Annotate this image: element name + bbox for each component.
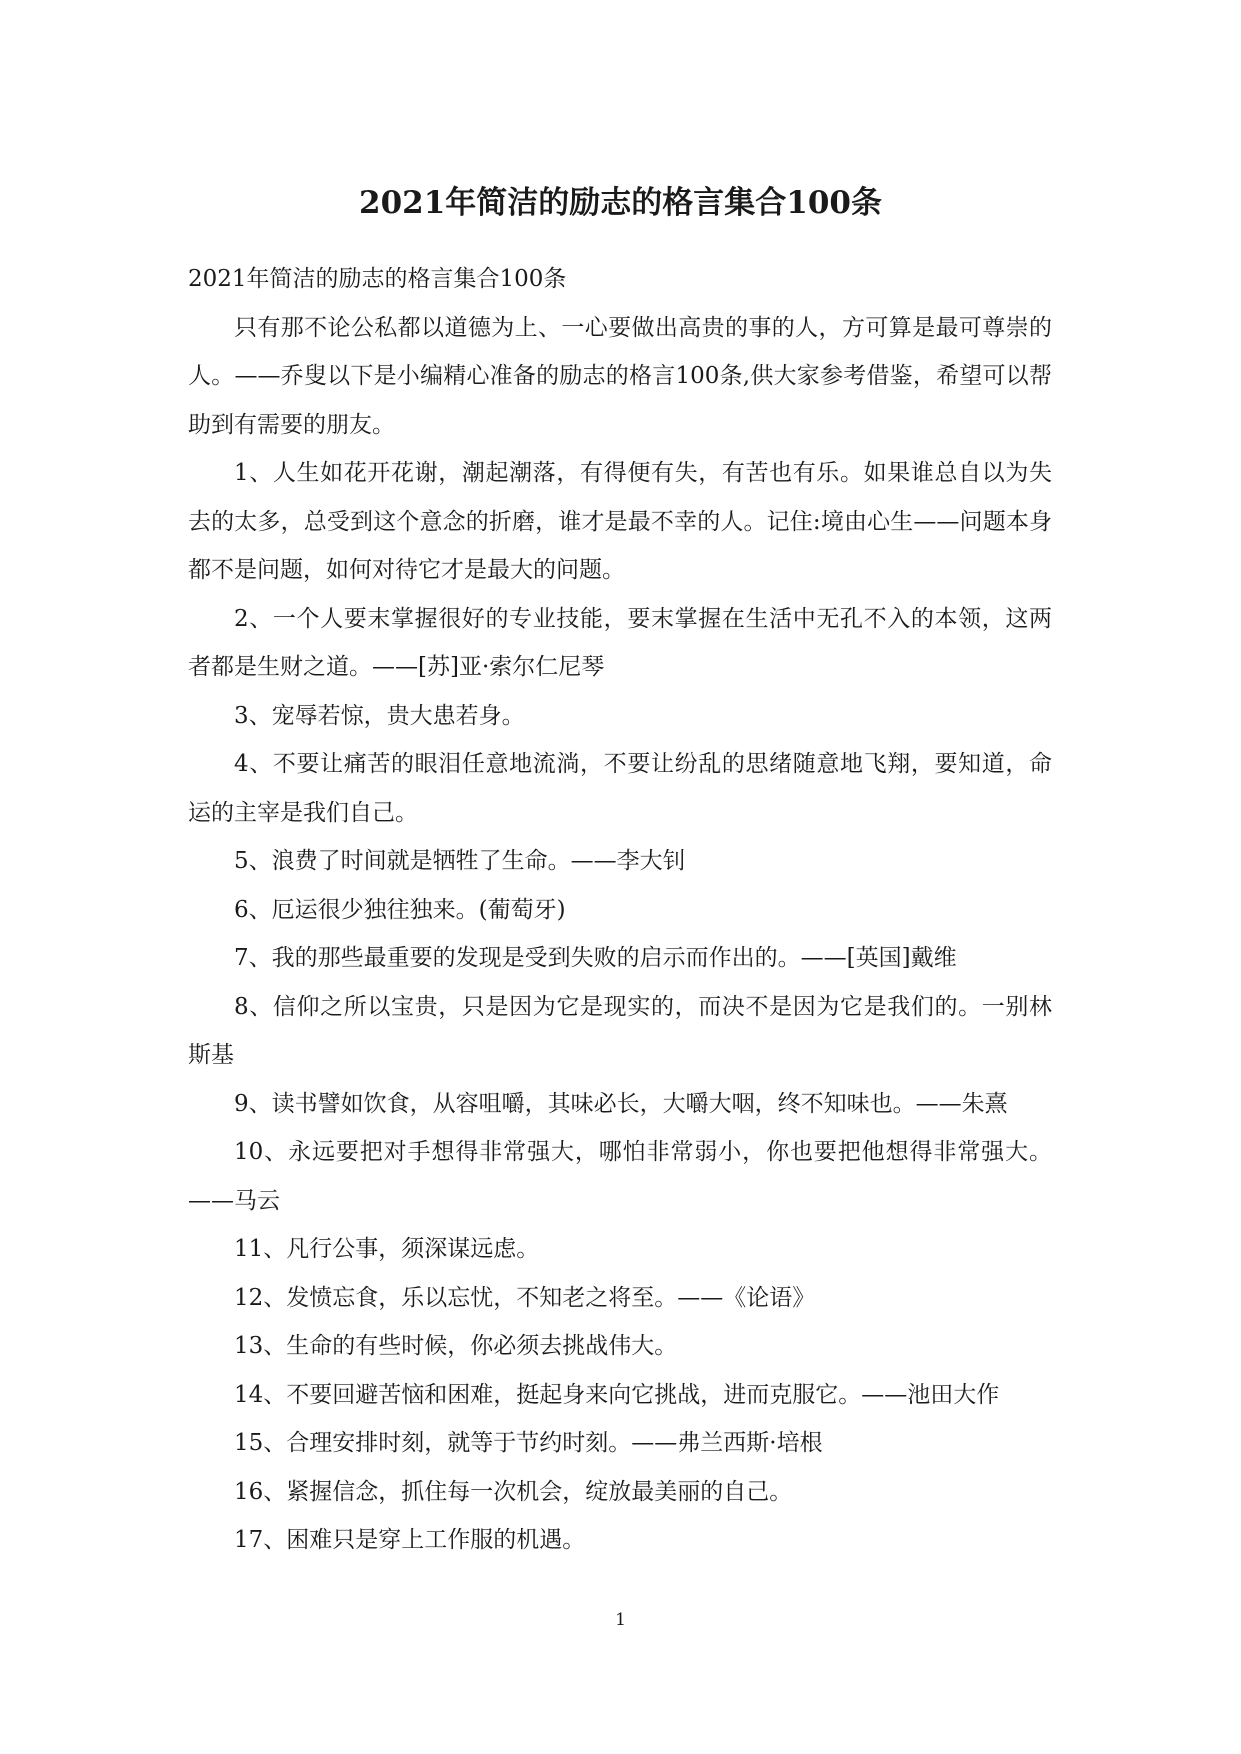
quote-item-13: 13、生命的有些时候，你必须去挑战伟大。	[234, 1333, 678, 1359]
document-subtitle: 2021年简洁的励志的格言集合100条	[188, 266, 567, 292]
quote-item-7: 7、我的那些最重要的发现是受到失败的启示而作出的。——[英国]戴维	[234, 945, 957, 971]
quote-item-6: 6、厄运很少独往独来。(葡萄牙)	[234, 896, 566, 923]
quote-item-2: 2、一个人要末掌握很好的专业技能，要末掌握在生活中无孔不入的本领，这两者都是生财之道。——[苏]亚·索尔仁尼琴	[188, 605, 1052, 680]
page-number: 1	[615, 1610, 626, 1630]
quote-item-11: 11、凡行公事，须深谋远虑。	[234, 1236, 540, 1262]
quote-item-8: 8、信仰之所以宝贵，只是因为它是现实的，而决不是因为它是我们的。一别林斯基	[188, 993, 1052, 1068]
quote-item-17: 17、困难只是穿上工作服的机遇。	[234, 1527, 586, 1553]
quote-item-15: 15、合理安排时刻，就等于节约时刻。——弗兰西斯·培根	[234, 1430, 823, 1456]
quote-item-16: 16、紧握信念，抓住每一次机会，绽放最美丽的自己。	[234, 1478, 793, 1505]
quote-item-9: 9、读书譬如饮食，从容咀嚼，其味必长，大嚼大咽，终不知味也。——朱熹	[234, 1090, 1008, 1117]
quote-item-10: 10、永远要把对手想得非常强大，哪怕非常弱小，你也要把他想得非常强大。——马云	[188, 1139, 1052, 1214]
quote-item-3: 3、宠辱若惊，贵大患若身。	[234, 702, 525, 729]
quote-item-14: 14、不要回避苦恼和困难，挺起身来向它挑战，进而克服它。——池田大作	[234, 1381, 1000, 1408]
document-body	[188, 255, 1052, 1565]
quote-item-5: 5、浪费了时间就是牺牲了生命。——李大钊	[234, 848, 686, 874]
quote-item-12: 12、发愤忘食，乐以忘忧，不知老之将至。——《论语》	[234, 1284, 816, 1311]
quote-item-4: 4、不要让痛苦的眼泪任意地流淌，不要让纷乱的思绪随意地飞翔，要知道，命运的主宰是我们自己。	[188, 751, 1052, 826]
intro-paragraph: 只有那不论公私都以道德为上、一心要做出高贵的事的人，方可算是最可尊崇的人。——乔叟以下是小编精心准备的励志的格言100条,供大家参考借鉴，希望可以帮助到有需要的朋友。	[188, 314, 1052, 438]
quote-item-1: 1、人生如花开花谢，潮起潮落，有得便有失，有苦也有乐。如果谁总自以为失去的太多，总受到这个意念的折磨，谁才是最不幸的人。记住:境由心生——问题本身都不是问题，如何对待它才是最大的问题。	[188, 460, 1052, 583]
document-title: 2021年简洁的励志的格言集合100条	[359, 185, 882, 221]
